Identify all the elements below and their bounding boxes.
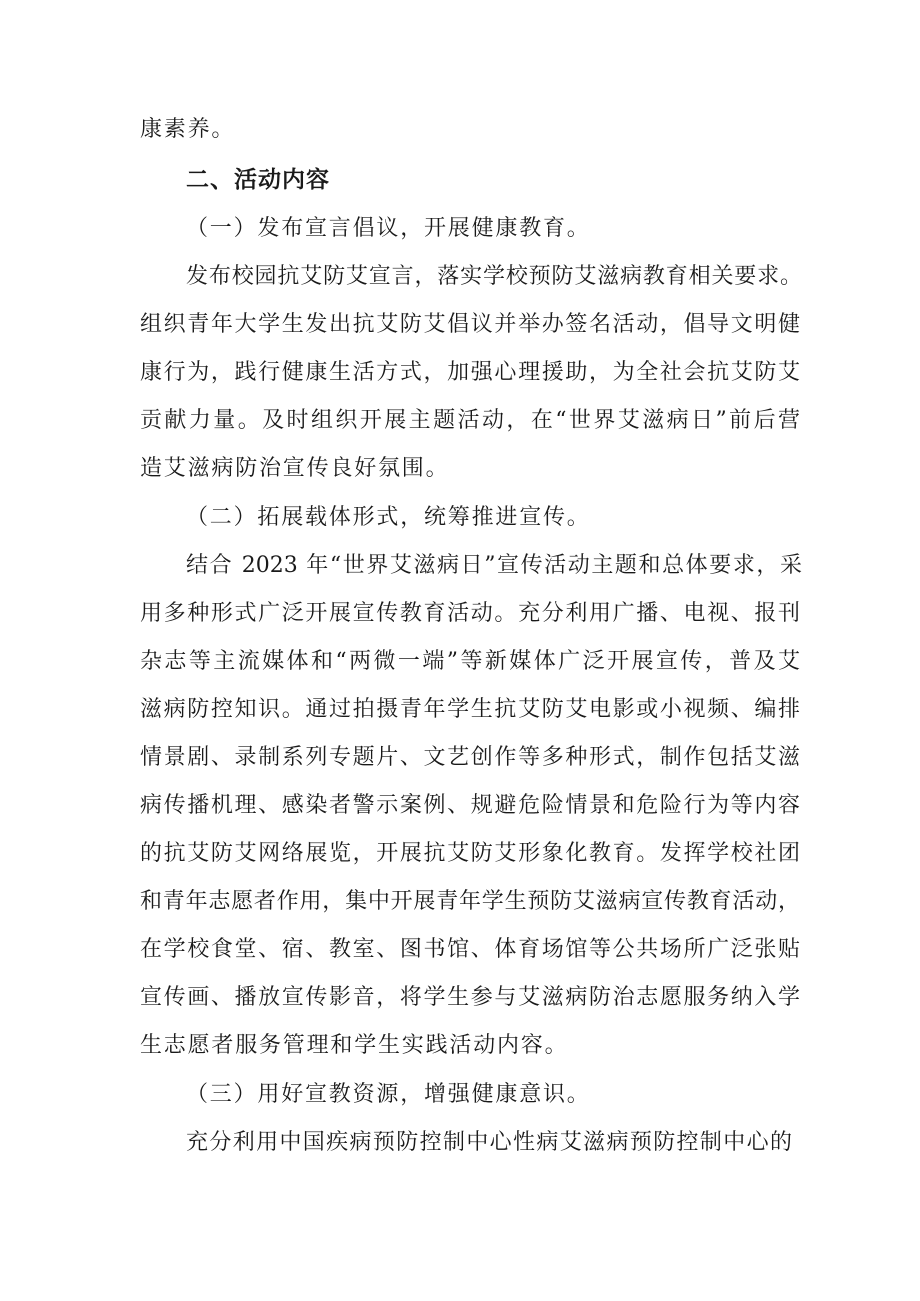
paragraph-line: 情景剧、录制系列专题片、文艺创作等多种形式，制作包括艾滋 <box>140 745 800 770</box>
paragraph-line: 康素养。 <box>140 117 236 142</box>
paragraph-line: 充分利用中国疾病预防控制中心性病艾滋病预防控制中心的 <box>186 1130 792 1155</box>
paragraph-line: 和青年志愿者作用，集中开展青年学生预防艾滋病宣传教育活动， <box>140 889 800 914</box>
paragraph-line: 杂志等主流媒体和“两微一端”等新媒体广泛开展宣传，普及艾 <box>140 649 800 674</box>
paragraph-line: 发布校园抗艾防艾宣言，落实学校预防艾滋病教育相关要求。 <box>186 264 802 289</box>
paragraph-line: 宣传画、播放宣传影音，将学生参与艾滋病防治志愿服务纳入学 <box>140 985 800 1010</box>
paragraph-line: 组织青年大学生发出抗艾防艾倡议并举办签名活动，倡导文明健 <box>140 312 800 337</box>
subsection-heading: （二）拓展载体形式，统筹推进宣传。 <box>186 505 591 530</box>
paragraph-line: 滋病防控知识。通过拍摄青年学生抗艾防艾电影或小视频、编排 <box>140 697 800 722</box>
paragraph-line: 康行为，践行健康生活方式，加强心理援助，为全社会抗艾防艾 <box>140 360 800 385</box>
paragraph-line: 在学校食堂、宿、教室、图书馆、体育场馆等公共场所广泛张贴 <box>140 937 800 962</box>
paragraph-line: 生志愿者服务管理和学生实践活动内容。 <box>140 1033 569 1058</box>
subsection-heading: （一）发布宣言倡议，开展健康教育。 <box>186 216 591 241</box>
paragraph-line: 造艾滋病防治宣传良好氛围。 <box>140 456 450 481</box>
paragraph-line: 结合 2023 年“世界艾滋病日”宣传活动主题和总体要求，采 <box>186 553 802 578</box>
paragraph-line: 病传播机理、感染者警示案例、规避危险情景和危险行为等内容 <box>140 793 800 818</box>
subsection-heading: （三）用好宣教资源，增强健康意识。 <box>186 1082 591 1107</box>
section-heading: 二、活动内容 <box>186 167 330 193</box>
paragraph-line: 用多种形式广泛开展宣传教育活动。充分利用广播、电视、报刊 <box>140 601 800 626</box>
paragraph-line: 贡献力量。及时组织开展主题活动，在“世界艾滋病日”前后营 <box>140 408 800 433</box>
paragraph-line: 的抗艾防艾网络展览，开展抗艾防艾形象化教育。发挥学校社团 <box>140 841 800 866</box>
